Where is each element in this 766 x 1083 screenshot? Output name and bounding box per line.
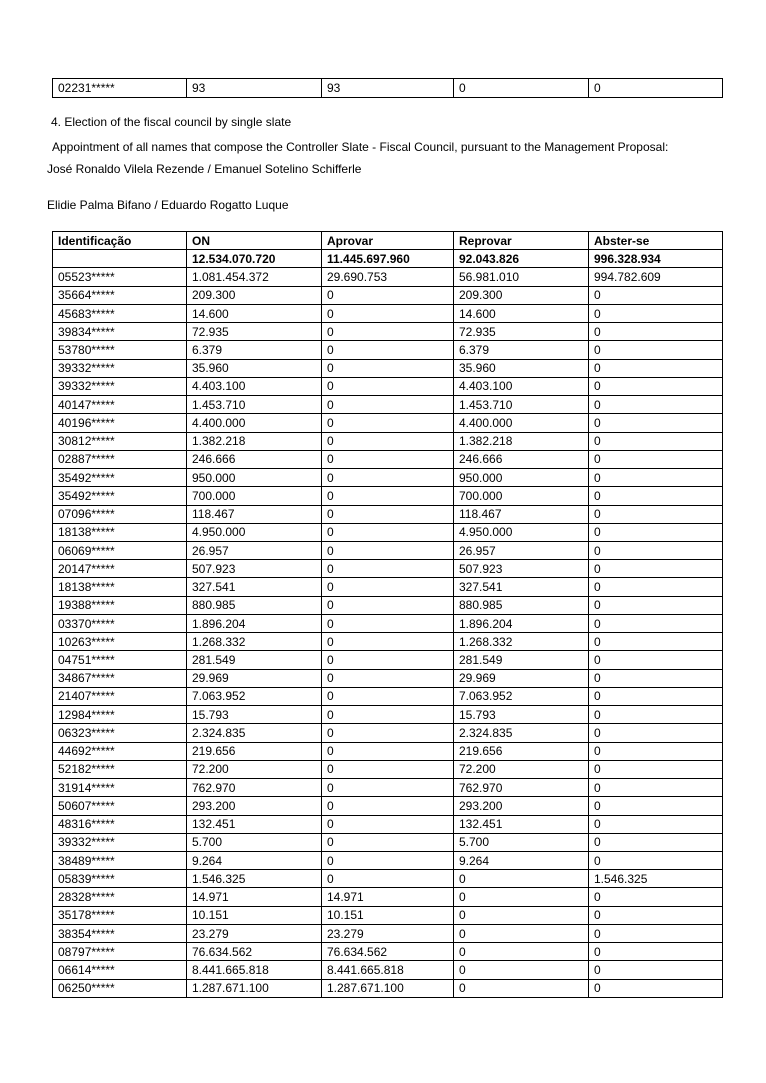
table-cell: 0 <box>322 651 454 669</box>
table-cell: 0 <box>589 341 723 359</box>
table-row <box>53 323 723 341</box>
column-header: Aprovar <box>322 232 454 250</box>
table-cell: 281.549 <box>454 651 589 669</box>
table-cell: 2.324.835 <box>454 724 589 742</box>
table-cell: 0 <box>589 760 723 778</box>
table-cell: 45683***** <box>53 304 187 322</box>
column-header: ON <box>187 232 322 250</box>
table-cell: 34867***** <box>53 669 187 687</box>
table-cell: 0 <box>322 797 454 815</box>
table-cell: 246.666 <box>454 450 589 468</box>
table-row <box>53 341 723 359</box>
table-row <box>53 760 723 778</box>
column-header: Reprovar <box>454 232 589 250</box>
table-cell: 132.451 <box>454 815 589 833</box>
table-cell: 0 <box>322 706 454 724</box>
table-cell: 0 <box>322 633 454 651</box>
table-cell: 4.950.000 <box>187 523 322 541</box>
table-cell: 1.287.671.100 <box>187 979 322 997</box>
table-cell: 44692***** <box>53 742 187 760</box>
table-row <box>53 961 723 979</box>
table-cell: 39332***** <box>53 377 187 395</box>
table-row <box>53 815 723 833</box>
table-cell: 29.690.753 <box>322 268 454 286</box>
table-cell: 07096***** <box>53 505 187 523</box>
table-cell: 1.268.332 <box>187 633 322 651</box>
table-cell: 0 <box>589 633 723 651</box>
table-cell: 48316***** <box>53 815 187 833</box>
table-cell: 18138***** <box>53 578 187 596</box>
table-cell: 10.151 <box>187 906 322 924</box>
table-cell: 35.960 <box>454 359 589 377</box>
table-row <box>53 870 723 888</box>
table-row <box>53 797 723 815</box>
table-cell: 0 <box>322 541 454 559</box>
table-cell: 209.300 <box>454 286 589 304</box>
table-cell: 76.634.562 <box>187 943 322 961</box>
table-cell: 0 <box>322 687 454 705</box>
table-cell: 0 <box>589 742 723 760</box>
table-cell: 0 <box>589 523 723 541</box>
table-cell: 0 <box>322 833 454 851</box>
table-cell: 9.264 <box>454 851 589 869</box>
table-cell: 7.063.952 <box>187 687 322 705</box>
table-cell: 93 <box>187 79 322 98</box>
table-cell: 0 <box>589 377 723 395</box>
total-cell <box>53 250 187 268</box>
table-cell: 0 <box>322 377 454 395</box>
table-cell: 507.923 <box>454 560 589 578</box>
table-cell: 35492***** <box>53 487 187 505</box>
table-cell: 39332***** <box>53 833 187 851</box>
table-cell: 0 <box>322 450 454 468</box>
table-cell: 0 <box>589 560 723 578</box>
table-cell: 35.960 <box>187 359 322 377</box>
table-row <box>53 286 723 304</box>
table-cell: 4.400.000 <box>187 414 322 432</box>
table-cell: 0 <box>322 286 454 304</box>
table-cell: 93 <box>322 79 454 98</box>
table-row <box>53 396 723 414</box>
table-cell: 0 <box>589 286 723 304</box>
table-cell: 0 <box>589 851 723 869</box>
table-cell: 1.896.204 <box>454 614 589 632</box>
table-cell: 4.403.100 <box>454 377 589 395</box>
table-row <box>53 377 723 395</box>
table-row <box>53 523 723 541</box>
table-cell: 327.541 <box>187 578 322 596</box>
table-cell: 0 <box>322 304 454 322</box>
table-cell: 132.451 <box>187 815 322 833</box>
table-row <box>53 596 723 614</box>
table-cell: 03370***** <box>53 614 187 632</box>
table-cell: 1.382.218 <box>454 432 589 450</box>
table-cell: 26.957 <box>187 541 322 559</box>
table-row <box>53 924 723 942</box>
votes-table-body <box>53 232 723 998</box>
table-cell: 0 <box>322 432 454 450</box>
table-cell: 700.000 <box>454 487 589 505</box>
table-cell: 4.400.000 <box>454 414 589 432</box>
table-cell: 0 <box>322 469 454 487</box>
table-cell: 4.403.100 <box>187 377 322 395</box>
total-cell: 11.445.697.960 <box>322 250 454 268</box>
table-cell: 0 <box>589 359 723 377</box>
table-cell: 327.541 <box>454 578 589 596</box>
table-cell: 0 <box>589 432 723 450</box>
table-cell: 0 <box>454 79 589 98</box>
table-cell: 5.700 <box>187 833 322 851</box>
table-row <box>53 359 723 377</box>
table-cell: 0 <box>322 742 454 760</box>
table-cell: 0 <box>589 323 723 341</box>
table-cell: 7.063.952 <box>454 687 589 705</box>
table-cell: 0 <box>322 359 454 377</box>
slate-member-pair: José Ronaldo Vilela Rezende / Emanuel Sotelino Schifferle <box>47 162 362 176</box>
table-cell: 950.000 <box>454 469 589 487</box>
table-row <box>53 888 723 906</box>
table-cell: 0 <box>589 833 723 851</box>
table-cell: 02887***** <box>53 450 187 468</box>
table-cell: 0 <box>589 614 723 632</box>
table-cell: 8.441.665.818 <box>322 961 454 979</box>
table-cell: 0 <box>589 669 723 687</box>
table-cell: 2.324.835 <box>187 724 322 742</box>
table-cell: 950.000 <box>187 469 322 487</box>
votes-table <box>52 231 723 998</box>
table-cell: 05523***** <box>53 268 187 286</box>
table-cell: 40147***** <box>53 396 187 414</box>
table-cell: 762.970 <box>187 779 322 797</box>
table-cell: 18138***** <box>53 523 187 541</box>
total-cell: 12.534.070.720 <box>187 250 322 268</box>
table-cell: 19388***** <box>53 596 187 614</box>
table-cell: 0 <box>322 396 454 414</box>
table-cell: 8.441.665.818 <box>187 961 322 979</box>
table-cell: 15.793 <box>187 706 322 724</box>
table-row <box>53 450 723 468</box>
column-header: Abster-se <box>589 232 723 250</box>
table-cell: 209.300 <box>187 286 322 304</box>
table-cell: 219.656 <box>187 742 322 760</box>
table-cell: 29.969 <box>454 669 589 687</box>
table-cell: 0 <box>322 487 454 505</box>
table-cell: 994.782.609 <box>589 268 723 286</box>
table-cell: 10.151 <box>322 906 454 924</box>
table-cell: 0 <box>454 961 589 979</box>
table-cell: 5.700 <box>454 833 589 851</box>
table-cell: 0 <box>589 924 723 942</box>
table-row <box>53 833 723 851</box>
table-cell: 0 <box>454 943 589 961</box>
table-cell: 880.985 <box>454 596 589 614</box>
table-cell: 219.656 <box>454 742 589 760</box>
table-cell: 246.666 <box>187 450 322 468</box>
table-cell: 15.793 <box>454 706 589 724</box>
table-cell: 14.971 <box>322 888 454 906</box>
table-cell: 40196***** <box>53 414 187 432</box>
table-cell: 6.379 <box>187 341 322 359</box>
table-row <box>53 851 723 869</box>
table-cell: 0 <box>322 341 454 359</box>
table-cell: 6.379 <box>454 341 589 359</box>
table-cell: 0 <box>322 596 454 614</box>
table-cell: 0 <box>589 79 723 98</box>
table-cell: 0 <box>322 560 454 578</box>
section-title: 4. Election of the fiscal council by single slate <box>51 115 292 129</box>
table-cell: 0 <box>589 450 723 468</box>
table-cell: 56.981.010 <box>454 268 589 286</box>
table-cell: 0 <box>589 724 723 742</box>
table-cell: 06250***** <box>53 979 187 997</box>
table-cell: 1.453.710 <box>454 396 589 414</box>
table-cell: 12984***** <box>53 706 187 724</box>
table-cell: 20147***** <box>53 560 187 578</box>
table-cell: 0 <box>322 815 454 833</box>
table-cell: 0 <box>589 396 723 414</box>
table-cell: 08797***** <box>53 943 187 961</box>
table-header-row <box>53 232 723 250</box>
table-cell: 0 <box>322 669 454 687</box>
table-cell: 0 <box>589 578 723 596</box>
table-cell: 0 <box>589 943 723 961</box>
table-cell: 0 <box>589 596 723 614</box>
table-cell: 29.969 <box>187 669 322 687</box>
table-cell: 0 <box>322 870 454 888</box>
table-row <box>53 687 723 705</box>
table-row <box>53 724 723 742</box>
table-cell: 21407***** <box>53 687 187 705</box>
table-cell: 39332***** <box>53 359 187 377</box>
table-cell: 0 <box>322 323 454 341</box>
table-cell: 14.600 <box>187 304 322 322</box>
table-cell: 0 <box>589 651 723 669</box>
table-row <box>53 432 723 450</box>
table-cell: 281.549 <box>187 651 322 669</box>
table-row <box>53 578 723 596</box>
table-cell: 72.200 <box>454 760 589 778</box>
table-cell: 0 <box>589 687 723 705</box>
table-cell: 38354***** <box>53 924 187 942</box>
table-cell: 39834***** <box>53 323 187 341</box>
table-cell: 38489***** <box>53 851 187 869</box>
table-cell: 0 <box>454 979 589 997</box>
table-cell: 26.957 <box>454 541 589 559</box>
table-row <box>53 614 723 632</box>
table-cell: 06614***** <box>53 961 187 979</box>
table-cell: 0 <box>589 505 723 523</box>
table-cell: 0 <box>322 578 454 596</box>
table-row <box>53 633 723 651</box>
total-cell: 996.328.934 <box>589 250 723 268</box>
table-cell: 0 <box>454 924 589 942</box>
table-row <box>53 505 723 523</box>
previous-results-table <box>52 78 723 98</box>
table-cell: 72.935 <box>187 323 322 341</box>
table-cell: 0 <box>589 779 723 797</box>
table-cell: 35664***** <box>53 286 187 304</box>
table-cell: 0 <box>589 487 723 505</box>
table-cell: 0 <box>589 797 723 815</box>
table-cell: 1.268.332 <box>454 633 589 651</box>
table-cell: 9.264 <box>187 851 322 869</box>
table-cell: 35178***** <box>53 906 187 924</box>
table-cell: 06323***** <box>53 724 187 742</box>
table-row <box>53 669 723 687</box>
table-cell: 1.287.671.100 <box>322 979 454 997</box>
table-row <box>53 979 723 997</box>
table-cell: 0 <box>589 961 723 979</box>
table-row <box>53 79 723 98</box>
table-cell: 0 <box>589 906 723 924</box>
table-cell: 06069***** <box>53 541 187 559</box>
totals-row <box>53 250 723 268</box>
table-cell: 293.200 <box>454 797 589 815</box>
table-cell: 4.950.000 <box>454 523 589 541</box>
table-cell: 0 <box>322 505 454 523</box>
table-cell: 293.200 <box>187 797 322 815</box>
table-row <box>53 487 723 505</box>
table-cell: 14.600 <box>454 304 589 322</box>
table-cell: 0 <box>322 414 454 432</box>
table-cell: 0 <box>589 979 723 997</box>
table-cell: 28328***** <box>53 888 187 906</box>
table-cell: 76.634.562 <box>322 943 454 961</box>
table-cell: 05839***** <box>53 870 187 888</box>
table-cell: 1.546.325 <box>589 870 723 888</box>
table-cell: 1.453.710 <box>187 396 322 414</box>
table-cell: 0 <box>589 541 723 559</box>
table-row <box>53 779 723 797</box>
table-cell: 23.279 <box>322 924 454 942</box>
table-row <box>53 706 723 724</box>
table-cell: 02231***** <box>53 79 187 98</box>
table-row <box>53 304 723 322</box>
table-cell: 700.000 <box>187 487 322 505</box>
table-cell: 31914***** <box>53 779 187 797</box>
table-cell: 1.081.454.372 <box>187 268 322 286</box>
table-cell: 1.382.218 <box>187 432 322 450</box>
table-cell: 53780***** <box>53 341 187 359</box>
table-row <box>53 414 723 432</box>
table-cell: 0 <box>454 888 589 906</box>
table-row <box>53 742 723 760</box>
slate-member-pair: Elidie Palma Bifano / Eduardo Rogatto Luque <box>47 198 289 212</box>
table-cell: 880.985 <box>187 596 322 614</box>
table-cell: 0 <box>322 724 454 742</box>
table-cell: 0 <box>454 870 589 888</box>
table-cell: 72.200 <box>187 760 322 778</box>
table-cell: 0 <box>589 706 723 724</box>
table-row <box>53 943 723 961</box>
table-cell: 04751***** <box>53 651 187 669</box>
table-cell: 0 <box>322 523 454 541</box>
table-cell: 0 <box>589 414 723 432</box>
table-cell: 72.935 <box>454 323 589 341</box>
table-cell: 1.896.204 <box>187 614 322 632</box>
table-cell: 50607***** <box>53 797 187 815</box>
table-cell: 0 <box>589 304 723 322</box>
table-cell: 1.546.325 <box>187 870 322 888</box>
table-cell: 10263***** <box>53 633 187 651</box>
table-cell: 0 <box>322 760 454 778</box>
table-cell: 0 <box>589 469 723 487</box>
table-cell: 118.467 <box>454 505 589 523</box>
table-cell: 0 <box>589 888 723 906</box>
appointment-text: Appointment of all names that compose the Controller Slate - Fiscal Council, pursuant to the Management Proposal: <box>52 140 669 154</box>
table-cell: 30812***** <box>53 432 187 450</box>
table-cell: 507.923 <box>187 560 322 578</box>
table-cell: 14.971 <box>187 888 322 906</box>
table-cell: 118.467 <box>187 505 322 523</box>
table-cell: 0 <box>589 815 723 833</box>
table-cell: 0 <box>322 779 454 797</box>
table-cell: 0 <box>322 614 454 632</box>
table-cell: 23.279 <box>187 924 322 942</box>
table-row <box>53 560 723 578</box>
table-row <box>53 906 723 924</box>
column-header: Identificação <box>53 232 187 250</box>
table-cell: 35492***** <box>53 469 187 487</box>
table-row <box>53 651 723 669</box>
total-cell: 92.043.826 <box>454 250 589 268</box>
table-cell: 52182***** <box>53 760 187 778</box>
table-cell: 0 <box>454 906 589 924</box>
table-row <box>53 268 723 286</box>
table-row <box>53 541 723 559</box>
table-row <box>53 469 723 487</box>
table-cell: 762.970 <box>454 779 589 797</box>
table-cell: 0 <box>322 851 454 869</box>
